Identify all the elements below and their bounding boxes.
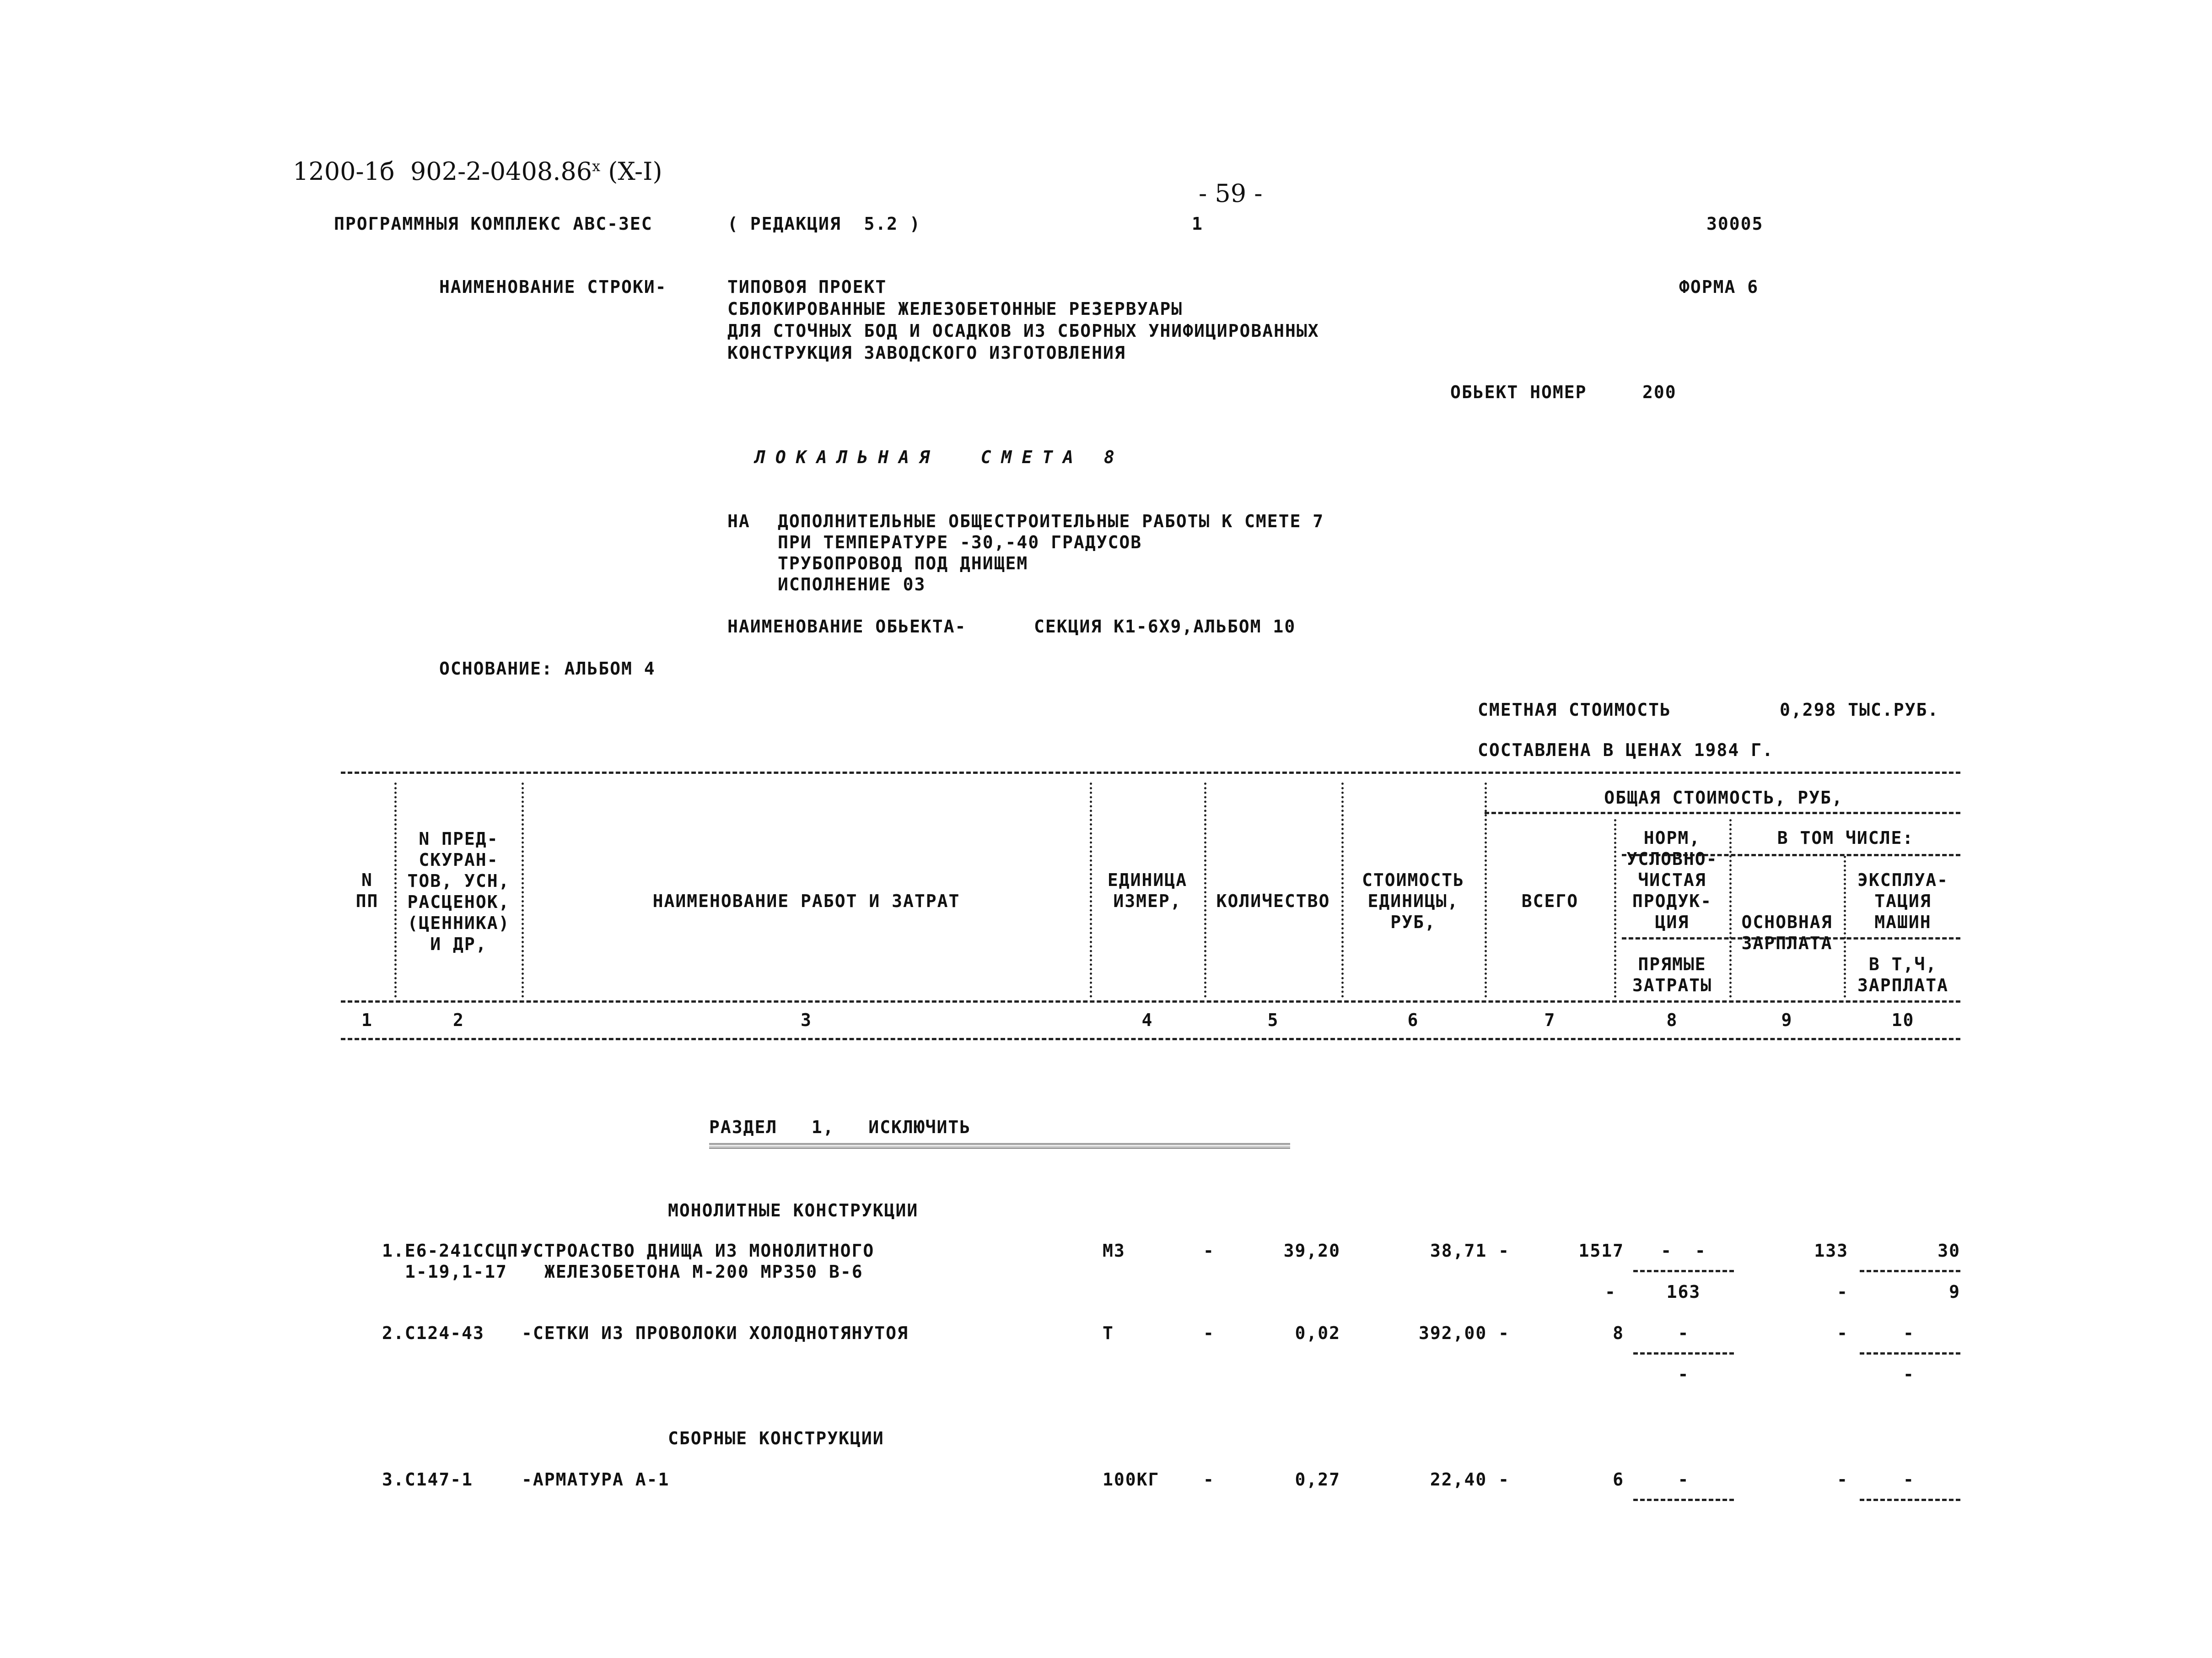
header-bottom-rule: [341, 1000, 1960, 1003]
stamp-tail: (X-I): [600, 157, 662, 186]
subject-prefix: НА: [727, 511, 750, 531]
hdr-col8-line4: ПРОДУК-: [1632, 891, 1712, 911]
hdr-col6-line3: РУБ,: [1390, 912, 1436, 932]
hdr-col8b-line2: ЗАТРАТЫ: [1632, 975, 1712, 995]
subsection-prefab: СБОРНЫЕ КОНСТРУКЦИИ: [668, 1428, 884, 1448]
object-number-value: 200: [1642, 382, 1677, 402]
document-title: ЛОКАЛЬНАЯ СМЕТА 8: [755, 447, 1125, 467]
subject-line-2: ПРИ ТЕМПЕРАТУРЕ -30,-40 ГРАДУСОВ: [778, 532, 1142, 552]
hdr-col1-line2: ПП: [355, 891, 379, 911]
row2-unit: Т: [1103, 1323, 1114, 1343]
col-sep-6: [1485, 783, 1487, 998]
numbers-bottom-rule: [341, 1038, 1960, 1040]
row3-name: -АРМАТУРА А-1: [522, 1469, 670, 1490]
subject-line-3: ТРУБОПРОВОД ПОД ДНИЩЕМ: [778, 553, 1028, 573]
hdr-col5: КОЛИЧЕСТВО: [1216, 891, 1330, 911]
hdr-col2-line6: И ДР,: [430, 934, 487, 954]
row3-col10-top: -: [1903, 1469, 1915, 1490]
row1-col10-top: 30: [1938, 1241, 1960, 1261]
document-code: 30005: [1706, 214, 1764, 234]
row3-col8-rule: [1633, 1499, 1734, 1501]
row2-col8-bottom: -: [1678, 1364, 1690, 1384]
row2-qty: 0,02: [1295, 1323, 1340, 1343]
row2-total: 8: [1613, 1323, 1624, 1343]
row2-name: -СЕТКИ ИЗ ПРОВОЛОКИ ХОЛОДНОТЯНУТОЯ: [522, 1323, 909, 1343]
row3-col8-top: -: [1678, 1469, 1690, 1490]
row1-col10-rule: [1860, 1270, 1960, 1272]
col-sep-2: [522, 783, 524, 998]
name-row-line-2: СБЛОКИРОВАННЫЕ ЖЕЛЕЗОБЕТОННЫЕ РЕЗЕРВУАРЫ: [727, 299, 1183, 319]
hdr-col4-line2: ИЗМЕР,: [1113, 891, 1182, 911]
table-top-rule: [341, 772, 1960, 774]
row3-unit: 100КГ: [1103, 1469, 1160, 1490]
row1-col9-top: 133: [1814, 1241, 1848, 1261]
object-number-label: ОБЬЕКТ НОМЕР: [1450, 382, 1587, 402]
subsection-monolithic: МОНОЛИТНЫЕ КОНСТРУКЦИИ: [668, 1200, 919, 1221]
hdr-col2-line5: (ЦЕННИКА): [407, 913, 510, 933]
subject-line-1: ДОПОЛНИТЕЛЬНЫЕ ОБЩЕСТРОИТЕЛЬНЫЕ РАБОТЫ К СМЕТЕ 7: [778, 511, 1324, 531]
row3-col9-top: -: [1837, 1469, 1848, 1490]
row1-col8-rule: [1633, 1270, 1734, 1272]
name-row-line-4: КОНСТРУКЦИЯ ЗАВОДСКОГО ИЗГОТОВЛЕНИЯ: [727, 343, 1126, 363]
hdr-col3: НАИМЕНОВАНИЕ РАБОТ И ЗАТРАТ: [652, 891, 960, 911]
estimate-cost-label: СМЕТНАЯ СТОИМОСТЬ: [1478, 700, 1671, 720]
hdr-col7: ВСЕГО: [1521, 891, 1579, 911]
hdr-col8-line5: ЦИЯ: [1655, 912, 1690, 932]
hdr-col8-line2: УСЛОВНО-: [1626, 849, 1718, 869]
hdr-col9-line2: ЗАРПЛАТА: [1741, 933, 1833, 953]
program-name: ПРОГРАММНЫЯ КОМПЛЕКС АВС-ЗЕС: [334, 214, 653, 234]
row1-col7-bottom: -: [1605, 1282, 1616, 1302]
row1-col10-bottom: 9: [1949, 1282, 1960, 1302]
basis: ОСНОВАНИЕ: АЛЬБОМ 4: [439, 659, 656, 679]
prices-year: СОСТАВЛЕНА В ЦЕНАХ 1984 Г.: [1478, 740, 1774, 760]
col-number-10: 10: [1891, 1010, 1915, 1030]
hdr-col8-line1: НОРМ,: [1643, 828, 1701, 848]
row1-name2: ЖЕЛЕЗОБЕТОНА М-200 МРЗ50 В-6: [544, 1262, 863, 1282]
section-underline: [709, 1143, 1290, 1149]
stamp-code: 1200-1б 902-2-0408.86: [293, 157, 592, 186]
col-number-4: 4: [1141, 1010, 1153, 1030]
row1-unit: М3: [1103, 1241, 1125, 1261]
row1-code: 1.Е6-241ССЦП-: [382, 1241, 530, 1261]
hdr-col1-line1: N: [361, 870, 373, 890]
document-stamp: [293, 156, 662, 186]
hdr-col10b-line2: ЗАРПЛАТА: [1857, 975, 1949, 995]
col-number-5: 5: [1267, 1010, 1279, 1030]
col-number-1: 1: [361, 1010, 373, 1030]
name-row-label: НАИМЕНОВАНИЕ СТРОКИ-: [439, 277, 667, 297]
group-rule: [1485, 812, 1960, 814]
col-number-2: 2: [453, 1010, 464, 1030]
hdr-col2-line1: N ПРЕД-: [419, 829, 499, 849]
hdr-col9-line1: ОСНОВНАЯ: [1741, 912, 1833, 932]
hdr-col4-line1: ЕДИНИЦА: [1107, 870, 1188, 890]
row3-code: 3.С147-1: [382, 1469, 474, 1490]
row2-col10-rule: [1860, 1352, 1960, 1355]
col-number-9: 9: [1781, 1010, 1793, 1030]
row1-col9-bottom: -: [1837, 1282, 1848, 1302]
name-row-line-3: ДЛЯ СТОЧНЫХ БОД И ОСАДКОВ ИЗ СБОРНЫХ УНИФИЦИРОВАННЫХ: [727, 321, 1319, 341]
row2-code: 2.С124-43: [382, 1323, 484, 1343]
row3-price: 22,40 -: [1430, 1469, 1510, 1490]
subject-line-4: ИСПОЛНЕНИЕ 03: [778, 574, 926, 594]
col-sep-4: [1204, 783, 1206, 998]
row2-price: 392,00 -: [1418, 1323, 1510, 1343]
program-edition: ( РЕДАКЦИЯ 5.2 ): [727, 214, 921, 234]
row3-dash: -: [1203, 1469, 1215, 1490]
object-name-value: СЕКЦИЯ К1-6Х9,АЛЬБОМ 10: [1034, 616, 1296, 637]
hdr-col2-line2: СКУРАН-: [419, 850, 499, 870]
row1-name: УСТРОАСТВО ДНИЩА ИЗ МОНОЛИТНОГО: [522, 1241, 875, 1261]
hdr-col8b-line1: ПРЯМЫЕ: [1638, 954, 1706, 974]
form-label: ФОРМА 6: [1679, 277, 1759, 297]
row1-qty: 39,20: [1283, 1241, 1340, 1261]
hdr-col10-line3: МАШИН: [1874, 912, 1932, 932]
hdr-total-group: ОБЩАЯ СТОИМОСТЬ, РУБ,: [1604, 788, 1843, 808]
stamp-sup: x: [592, 157, 601, 175]
row2-dash: -: [1203, 1323, 1215, 1343]
row1-col8-top: - -: [1661, 1241, 1706, 1261]
col-number-6: 6: [1407, 1010, 1419, 1030]
sheet-number: 1: [1192, 214, 1203, 234]
row2-col10-bottom: -: [1903, 1364, 1915, 1384]
hdr-col2-line3: ТОВ, УСН,: [407, 871, 510, 891]
name-row-line-1: ТИПОВОЯ ПРОЕКТ: [727, 277, 887, 297]
object-name-label: НАИМЕНОВАНИЕ ОБЬЕКТА-: [727, 616, 967, 637]
row1-price: 38,71 -: [1430, 1241, 1510, 1261]
row1-total: 1517: [1578, 1241, 1624, 1261]
row3-col10-rule: [1860, 1499, 1960, 1501]
row1-code2: 1-19,1-17: [405, 1262, 507, 1282]
hdr-col10b-line1: В Т,Ч,: [1868, 954, 1938, 974]
row1-dash: -: [1203, 1241, 1215, 1261]
row1-col8-bottom: 163: [1666, 1282, 1701, 1302]
row2-col9-top: -: [1837, 1323, 1848, 1343]
page-number: - 59 -: [1199, 179, 1263, 208]
col-number-7: 7: [1544, 1010, 1556, 1030]
hdr-col2-line4: РАСЦЕНОК,: [407, 892, 510, 912]
row2-col8-top: -: [1678, 1323, 1690, 1343]
hdr-col10-line2: ТАЦИЯ: [1874, 891, 1932, 911]
col-number-3: 3: [801, 1010, 812, 1030]
hdr-col6-line1: СТОИМОСТЬ: [1362, 870, 1464, 890]
hdr-col10-line1: ЭКСПЛУА-: [1857, 870, 1949, 890]
row2-col10-top: -: [1903, 1323, 1915, 1343]
col-number-8: 8: [1666, 1010, 1678, 1030]
hdr-incl: В ТОМ ЧИСЛЕ:: [1777, 828, 1914, 848]
estimate-cost-value: 0,298 ТЫС.РУБ.: [1780, 700, 1939, 720]
row2-col8-rule: [1633, 1352, 1734, 1355]
section-heading: РАЗДЕЛ 1, ИСКЛЮЧИТЬ: [709, 1117, 971, 1137]
hdr-col6-line2: ЕДИНИЦЫ,: [1367, 891, 1459, 911]
hdr-col8-line3: ЧИСТАЯ: [1638, 870, 1706, 890]
row3-total: 6: [1613, 1469, 1624, 1490]
row3-qty: 0,27: [1295, 1469, 1340, 1490]
